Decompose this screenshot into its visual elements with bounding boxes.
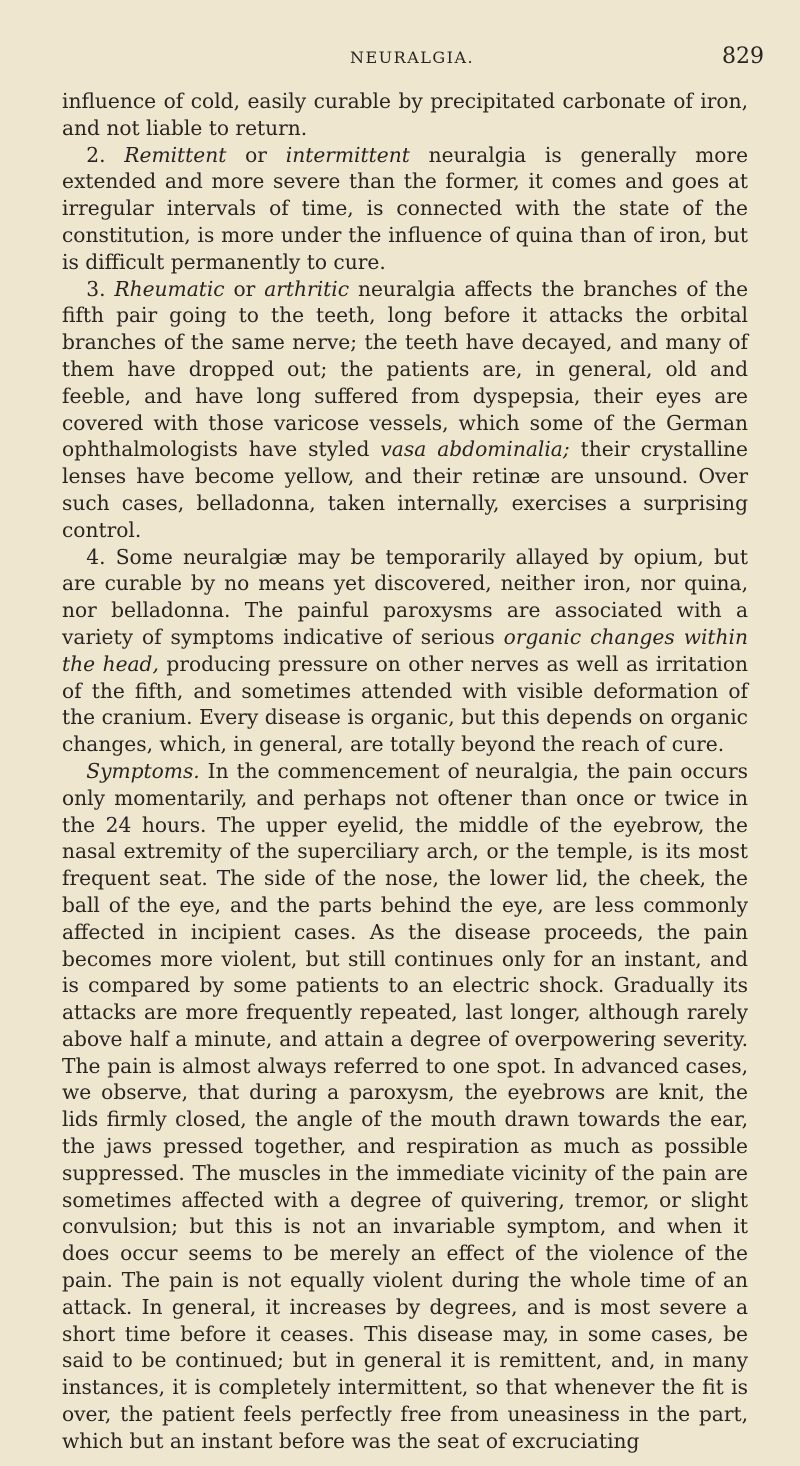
item-number: 4. xyxy=(86,544,106,569)
emphasis: vasa abdominalia; xyxy=(380,437,570,462)
paragraph-text: neuralgia is generally more extended and more severe than the former, it comes and goes at irregular intervals of time, is connected with the state of the constitution, is more under the influence of quina than of iron, but is difficult permanently to cure. xyxy=(62,142,749,274)
paragraph-text: In the commencement of neuralgia, the pain occurs only momentarily, and perhaps not oftener than once or twice in the 24 hours. The upper eyelid, the middle of the eyebrow, the nasal extremity of the superciliary arch, or the temple, is its most frequent seat. The side of the nose, the lower lid, the cheek, the ball of the eye, and the parts behind the eye, are less commonly affected in incipient cases. As the disease proceeds, the pain becomes more violent, but still continues only for an instant, and is compared by some patients to an electric shock. Gradually its attacks are more frequently repeated, last longer, although rarely above half a minute, and attain a degree of overpowering severity. The pain is almost always referred to one spot. In advanced cases, we observe, that during a paroxysm, the eyebrows are knit, the lids firmly closed, the angle of the mouth drawn towards the ear, the jaws pressed together, and respiration as much as possible suppressed. The muscles in the immediate vicinity of the pain are sometimes affected with a degree of quivering, tremor, or slight convulsion; but this is not an invariable symptom, and when it does occur seems to be merely an effect of the violence of the pain. The pain is not equally violent during the whole time of an attack. In general, it increases by degrees, and is most severe a short time before it ceases. This disease may, in some cases, be said to be continued; but in general it is remittent, and, in many instances, it is completely intermittent, so that whenever the fit is over, the patient feels perfectly free from uneasiness in the part, which but an instant before was the seat of excruciating xyxy=(62,758,748,1453)
paragraph-remittent xyxy=(62,142,748,276)
paragraph-organic xyxy=(62,544,748,758)
item-term: Rheumatic xyxy=(114,276,225,301)
item-number: 2. xyxy=(86,142,106,167)
paragraph-text: neuralgia affects the branches of the fifth pair going to the teeth, long before it attacks the orbital branches of the same nerve; the teeth have decayed, and many of them have dropped out; the patients are, in general, old and feeble, and have long suffered from dyspepsia, their eyes are covered with those varicose vessels, which some of the German ophthalmologists have styled xyxy=(62,276,749,462)
running-head: NEURALGIA. xyxy=(350,48,475,67)
paragraph-text: influence of cold, easily curable by precipitated carbonate of iron, and not liable to return. xyxy=(62,89,748,140)
section-heading: Symptoms. xyxy=(86,758,200,783)
paragraph-text: their crystalline lenses have become yellow, and their retinæ are unsound. Over such cases, belladonna, taken internally, exercises a surprising control. xyxy=(62,437,748,542)
item-term: Remittent xyxy=(124,142,227,167)
body-text xyxy=(62,88,748,1455)
paragraph-continuation xyxy=(62,88,748,142)
paragraph-text: producing pressure on other nerves as well as irritation of the fifth, and sometimes attended with visible deformation of the cranium. Every disease is organic, but this depends on organic changes, which, in general, are totally beyond the reach of cure. xyxy=(62,651,748,757)
paragraph-symptoms xyxy=(62,758,748,1455)
item-term-alt: intermittent xyxy=(285,142,410,167)
page-header xyxy=(0,44,800,78)
paragraph-rheumatic xyxy=(62,276,748,544)
emphasis: organic changes within the head, xyxy=(62,624,749,676)
item-join: or xyxy=(233,276,256,301)
paragraph-text: Some neuralgiæ may be temporarily allayed by opium, but are curable by no means yet discovered, neither iron, nor quina, nor belladonna. The painful paroxysms are associated with a variety of symptoms indicative of serious xyxy=(62,544,748,649)
page-number: 829 xyxy=(722,44,764,69)
item-join: or xyxy=(245,142,267,167)
item-number: 3. xyxy=(86,276,106,301)
item-term-alt: arthritic xyxy=(264,276,350,301)
